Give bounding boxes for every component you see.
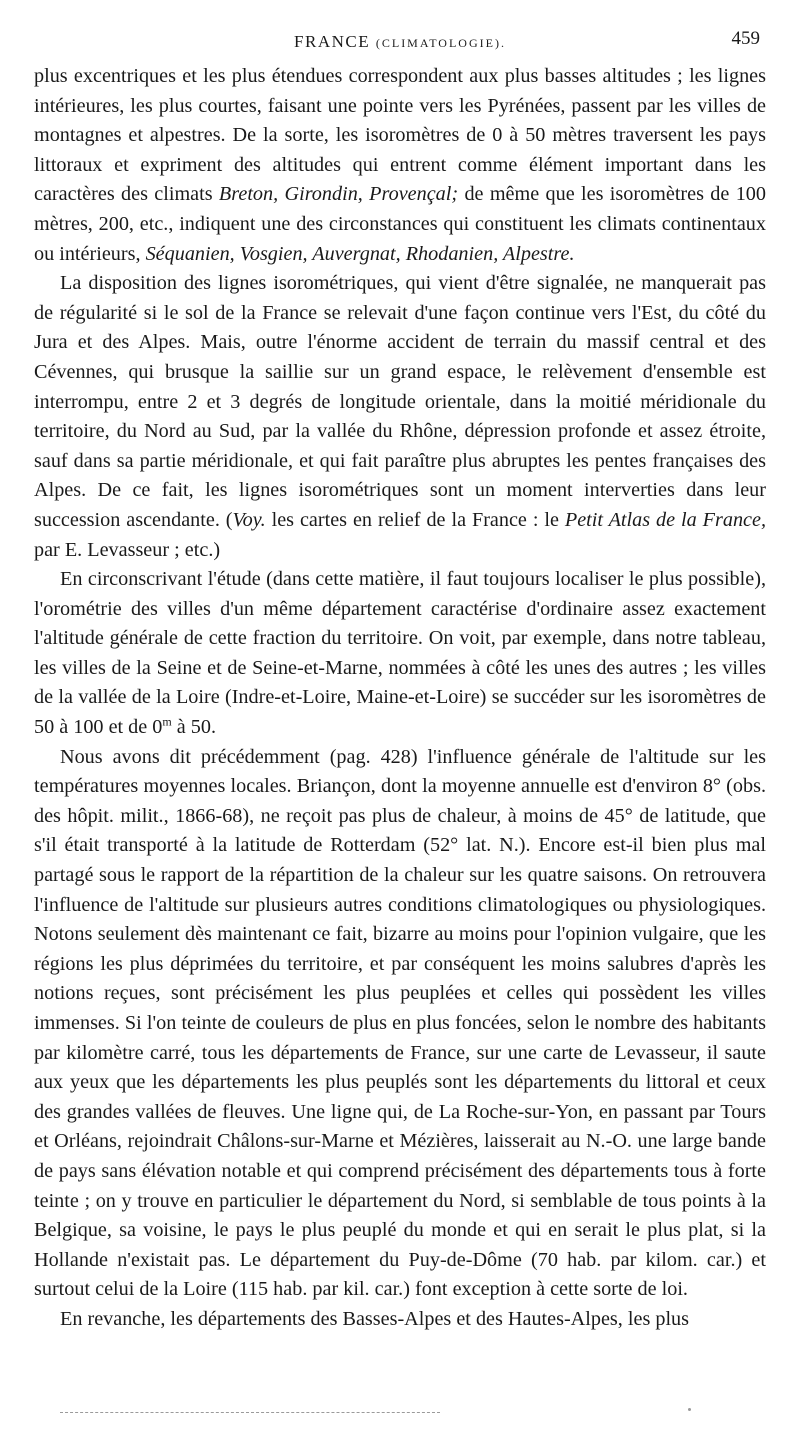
superscript-text: m — [162, 714, 172, 729]
text-segment: plus excentriques et les plus étendues correspondent aux plus basses altitudes ; les lignes intérieures, les plus courtes, faisant une pointe vers les Pyrénées, passent par les villes de montagnes et alpestres. De la sorte, les isoromètres de 0 à 50 mètres traversent les pays littoraux et expriment des altitudes qui entrent comme élément important dans les caractères des climats — [34, 65, 766, 206]
running-title-main: FRANCE — [294, 32, 371, 51]
running-title — [34, 32, 766, 52]
text-segment: En circonscrivant l'étude (dans cette matière, il faut toujours localiser le plus possible), l'orométrie des villes d'un même département caractérise d'ordinaire assez exactement l'altitude générale de cette fraction du territoire. On voit, par exemple, dans notre tableau, les villes de la Seine et de Seine-et-Marne, nommées à côté les unes des autres ; les villes de la vallée de la Loire (Indre-et-Loire, Maine-et-Loire) se succéder sur les isoromètres de 50 à 100 et de 0 — [34, 568, 766, 739]
running-header — [34, 28, 766, 54]
paragraph-p5 — [34, 1305, 766, 1335]
paragraph-p1 — [34, 62, 766, 269]
italic-text: Petit Atlas de la France, — [564, 508, 766, 531]
text-segment: par E. Levasseur ; etc.) — [34, 538, 221, 561]
paragraph-p3 — [34, 565, 766, 743]
body-text — [34, 62, 766, 1335]
text-segment: Nous avons dit précédemment (pag. 428) l'influence générale de l'altitude sur les températures moyennes locales. Briançon, dont la moyenne annuelle est d'environ 8° (obs. des hôpit. milit., 1866-68), ne reçoit pas plus de chaleur, à moins de 45° de latitude, que s'il était transporté à la latitude de Rotterdam (52° lat. N.). Encore est-il bien plus mal partagé sous le rapport de la répartition de la chaleur sur les quatre saisons. On retrouvera l'influence de l'altitude sur plusieurs autres conditions climatologiques ou physiologiques. Notons seulement dès maintenant ce fait, bizarre au moins pour l'opinion vulgaire, que les régions les plus déprimées du territoire, et par conséquent les moins salubres d'après les notions reçues, sont précisément les plus peuplées et celles qui possèdent les villes immenses. Si l'on teinte de couleurs de plus en plus foncées, selon le nombre des habitants par kilomètre carré, tous les départements de France, sur une carte de Levasseur, il saute aux yeux que les départements les plus peuplés sont les départements du littoral et ceux des grandes vallées de fleuves. Une ligne qui, de La Roche-sur-Yon, en passant par Tours et Orléans, rejoindrait Châlons-sur-Marne et Mézières, laisserait au N.-O. une large bande de pays sans élévation notable et qui comprend précisément des départements tous à forte teinte ; on y trouve en particulier le département du Nord, si semblable de tous points à la Belgique, sa voisine, le pays le plus peuplé du monde et qui en serait le plus plat, si la Hollande n'existait pas. Le département du Puy-de-Dôme (70 hab. par kilom. car.) et surtout celui de la Loire (115 hab. par kil. car.) font exception à cette sorte de loi. — [34, 745, 766, 1301]
italic-text: Breton, Girondin, Provençal; — [218, 183, 459, 206]
text-segment: La disposition des lignes isorométriques, qui vient d'être signalée, ne manquerait pas de régularité si le sol de la France se relevait d'une façon continue vers l'Est, du côté du Jura et des Alpes. Mais, outre l'énorme accident de terrain du massif central et des Cévennes, qui brusque la saillie sur un grand espace, le relèvement d'ensemble est interrompu, entre 2 et 3 degrés de longitude orientale, dans la moitié méridionale du territoire, du Nord au Sud, par la vallée du Rhône, dépression profonde et assez étroite, sauf dans sa partie méridionale, et qui fait paraître plus abruptes les pentes françaises des Alpes. De ce fait, les lignes isorométriques sont un moment interverties dans leur succession ascendante. ( — [34, 272, 766, 531]
italic-text: Voy. — [232, 508, 266, 531]
footer-rule — [60, 1412, 440, 1413]
footer-mark — [688, 1408, 691, 1411]
italic-text: Séquanien, Vosgien, Auvergnat, Rhodanien, Alpestre. — [145, 242, 575, 265]
paragraph-p4 — [34, 743, 766, 1305]
paragraph-p2 — [34, 269, 766, 565]
running-title-sub: (CLIMATOLOGIE). — [375, 36, 506, 50]
text-segment: à 50. — [171, 716, 217, 739]
text-segment: En revanche, les départements des Basses-Alpes et des Hautes-Alpes, les plus — [60, 1307, 689, 1330]
page-number: 459 — [731, 28, 760, 49]
text-segment: les cartes en relief de la France : le — [265, 508, 565, 531]
text-segment: de même que les isoromètres de 100 mètres, 200, etc., indiquent une des circonstances qui constituent les climats continentaux ou intérieurs, — [34, 183, 766, 265]
